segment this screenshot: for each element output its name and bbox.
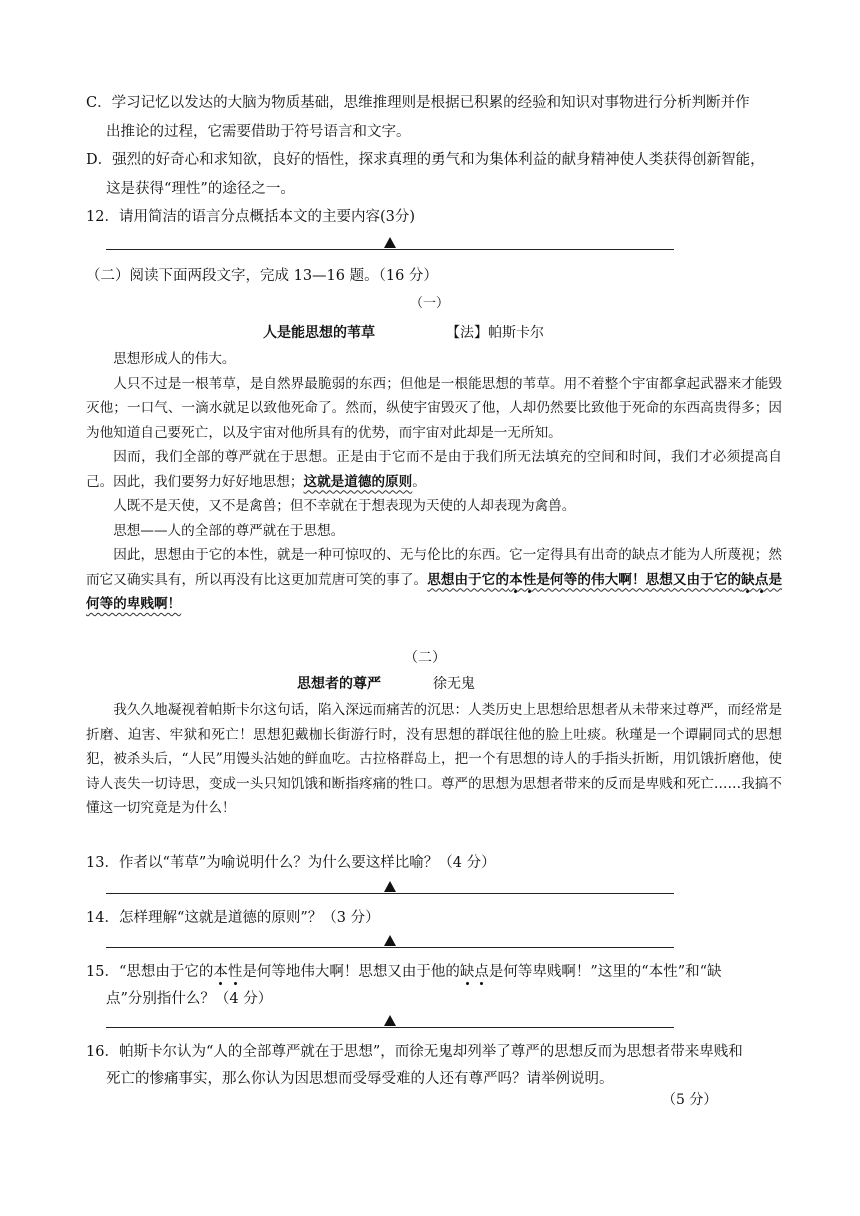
dotted-char: 缺 <box>741 571 755 588</box>
part-2-label: （二） <box>404 650 446 666</box>
emph-text: 是何等的卑贱啊！ <box>86 571 783 612</box>
passage-1-paragraph: 思想形成人的伟大。 <box>113 351 236 367</box>
q15-text: 是何等卑贱啊！”这里的“本性”和“缺 <box>488 964 722 980</box>
paragraph-text: 因而，我们全部的尊严就在于思想。正是由于它而不是由于我们所无法填充的空间和时间，我们才必须提高自己。因此，我们要努力好好地思想； <box>86 449 782 490</box>
answer-line-q15[interactable] <box>106 1018 674 1028</box>
passage-2-body <box>86 698 782 821</box>
dotted-char: 性 <box>522 571 537 588</box>
paragraph-text: 因此，思想由于它的本性，就是一种可惊叹的、无与伦比的东西。它一定得具有出奇的缺点才能为人所蔑视；然而它又确实具有，所以再没有比这更加荒唐可笑的事了。 <box>86 547 782 588</box>
answer-line-q14[interactable] <box>106 938 674 948</box>
passage-1-paragraph: 人既不是天使，又不是禽兽；但不幸就在于想表现为天使的人却表现为禽兽。 <box>113 498 576 514</box>
passage-1-author: 【法】帕斯卡尔 <box>446 325 544 341</box>
section-2-heading: （二）阅读下面两段文字，完成 13—16 题。（16 分） <box>86 268 438 284</box>
question-16-score: （5 分） <box>662 1092 718 1108</box>
option-d-line1: D．强烈的好奇心和求知欲，良好的悟性，探求真理的勇气和为集体利益的献身精神使人类获得创新智能， <box>86 152 765 168</box>
passage-2-title: 思想者的尊严 <box>297 676 381 692</box>
question-15-line2: 点”分别指什么？（4 分） <box>106 991 273 1007</box>
answer-marker-icon <box>384 881 396 892</box>
dotted-char: 点 <box>754 571 769 588</box>
answer-marker-icon <box>384 237 396 248</box>
answer-underline <box>106 249 674 250</box>
emph-text: 是何等的伟大啊！思想又由于它的 <box>536 571 742 588</box>
dotted-char: 缺 <box>459 964 475 980</box>
passage-1-title: 人是能思想的苇草 <box>263 325 375 341</box>
question-15-line1 <box>86 960 722 981</box>
emphasized-phrase: 这就是道德的原则 <box>303 473 413 490</box>
answer-line-q12[interactable] <box>106 240 674 250</box>
dotted-char: 性 <box>227 964 243 980</box>
passage-2-author: 徐无鬼 <box>433 676 475 692</box>
part-1-label: （一） <box>410 296 450 311</box>
q15-text: 是何等地伟大啊！思想又由于他的 <box>242 964 460 980</box>
passage-1-paragraph: 人只不过是一根苇草，是自然界最脆弱的东西；但他是一根能思想的苇草。用不着整个宇宙都拿起武器来才能毁灭他；一口气、一滴水就足以致他死命了。然而，纵使宇宙毁灭了他，人却仍然要比致他于死命的东西高贵得多；因为他知道自己要死亡，以及宇宙对他所具有的优势，而宇宙对此却是一无所知。 <box>86 375 782 441</box>
answer-marker-icon <box>384 1015 396 1026</box>
dotted-char: 本 <box>509 571 523 588</box>
passage-2-paragraph: 我久久地凝视着帕斯卡尔这句话，陷入深远而痛苦的沉思：人类历史上思想给思想者从未带来过尊严，而经常是折磨、迫害、牢狱和死亡！思想犯戴枷长街游行时，没有思想的群氓往他的脸上吐痰。秋瑾是一个谭嗣同式的思想犯，被杀头后，“人民”用馒头沾她的鲜血吃。古拉格群岛上，把一个有思想的诗人的手指头折断，用饥饿折磨他，使诗人丧失一切诗思，变成一头只知饥饿和断指疼痛的牲口。尊严的思想为思想者带来的反而是卑贱和死亡……我搞不懂这一切究竟是为什么！ <box>86 702 782 816</box>
option-d-line2: 这是获得“理性”的途径之一。 <box>106 181 295 197</box>
q15-text: 15．“思想由于它的 <box>86 964 214 980</box>
question-13: 13．作者以“苇草”为喻说明什么？为什么要这样比喻？（4 分） <box>86 855 496 871</box>
question-16-line1: 16．帕斯卡尔认为“人的全部尊严就在于思想”，而徐无鬼却列举了尊严的思想反而为思想者带来卑贱和 <box>86 1044 743 1060</box>
question-14: 14．怎样理解“这就是道德的原则”？（3 分） <box>86 910 380 926</box>
question-16-line2: 死亡的惨痛事实，那么你认为因思想而受辱受难的人还有尊严吗？请举例说明。 <box>106 1071 614 1087</box>
question-12: 12．请用简洁的语言分点概括本文的主要内容(3分) <box>86 209 415 225</box>
passage-1-body <box>86 347 782 617</box>
answer-underline <box>106 1027 674 1028</box>
answer-underline <box>106 947 674 948</box>
dotted-char: 点 <box>474 964 489 980</box>
answer-underline <box>106 893 674 894</box>
paragraph-punct: 。 <box>412 473 426 490</box>
option-c-line2: 出推论的过程，它需要借助于符号语言和文字。 <box>106 124 411 140</box>
answer-line-q13[interactable] <box>106 884 674 894</box>
passage-1-paragraph <box>86 543 782 617</box>
passage-1-paragraph: 思想——人的全部的尊严就在于思想。 <box>113 522 345 539</box>
answer-marker-icon <box>384 935 396 946</box>
dotted-char: 本 <box>213 964 228 980</box>
emph-text: 思想由于它的 <box>427 571 510 588</box>
option-c-line1: C．学习记忆以发达的大脑为物质基础，思维推理则是根据已积累的经验和知识对事物进行分析判断并作 <box>86 95 750 111</box>
passage-1-paragraph <box>86 445 782 494</box>
